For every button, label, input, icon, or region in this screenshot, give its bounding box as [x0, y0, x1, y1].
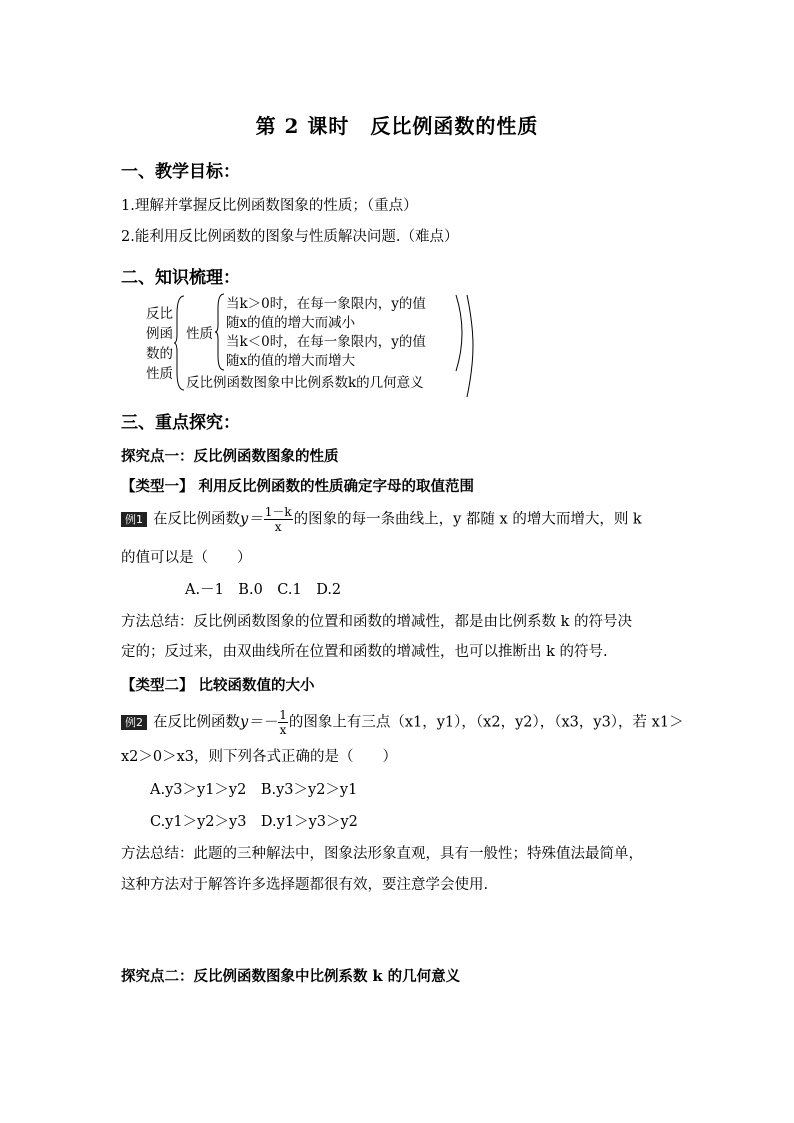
example-2-line-2: x2＞0＞x3，则下列各式正确的是（ ） — [121, 749, 398, 765]
diagram-root-line-1: 反比 — [146, 306, 173, 322]
diagram-root-line-2: 例函 — [146, 326, 173, 342]
inner-right-paren-icon — [454, 294, 464, 372]
method-summary-2-line-2: 这种方法对于解答许多选择题都很有效，要注意学会使用. — [121, 877, 489, 893]
goal-2: 2.能利用反比例函数的图象与性质解决问题.（难点） — [121, 229, 459, 245]
type-2-heading: 【类型二】 比较函数值的大小 — [121, 677, 315, 694]
section-key-exploration: 三、重点探究： — [121, 413, 240, 433]
prop-k-negative-2: 随x的值的增大而增大 — [226, 353, 356, 369]
section-knowledge-review: 二、知识梳理： — [121, 268, 240, 288]
outer-brace-icon — [174, 294, 186, 392]
method-summary-1-line-2: 定的；反过来，由双曲线所在位置和函数的增减性，也可以推断出 k 的符号. — [121, 644, 608, 660]
prop-k-positive-1: 当k＞0时，在每一象限内，y的值 — [226, 296, 426, 312]
goal-1: 1.理解并掌握反比例函数图象的性质；（重点） — [121, 198, 418, 214]
diagram-extra-geometric-meaning: 反比例函数图象中比例系数k的几何意义 — [186, 375, 424, 391]
example-2-badge: 例2 — [121, 715, 147, 730]
example-2-fraction — [278, 708, 288, 737]
outer-right-paren-icon — [465, 294, 475, 398]
diagram-branch-property: 性质 — [186, 326, 213, 342]
example-1-numerator: 1－k — [264, 505, 292, 519]
example-1-line-1 — [121, 505, 642, 534]
prop-k-positive-2: 随x的值的增大而减小 — [226, 315, 356, 331]
example-1-fraction — [264, 505, 293, 534]
example-1-post: 的图象的每一条曲线上，y 都随 x 的增大而增大，则 k — [293, 511, 642, 528]
example-1-options: A.－1 B.0 C.1 D.2 — [185, 582, 342, 598]
diagram-root-line-4: 性质 — [146, 366, 173, 382]
example-1-line-2: 的值可以是（ ） — [121, 550, 252, 566]
section-teaching-goals: 一、教学目标： — [121, 162, 240, 182]
example-2-numerator: 1 — [279, 708, 287, 722]
example-2-line-1 — [121, 708, 684, 737]
inner-brace-icon — [215, 293, 225, 371]
example-2-denominator: x — [279, 723, 287, 737]
example-2-eq: y＝－ — [240, 714, 278, 731]
example-1-badge: 例1 — [121, 512, 147, 527]
example-1-eq: y＝ — [240, 511, 263, 528]
explore-2-title: 探究点二：反比例函数图象中比例系数 k 的几何意义 — [121, 968, 461, 985]
example-2-options-ab: A.y3＞y1＞y2 B.y3＞y2＞y1 — [150, 782, 358, 798]
type-1-heading: 【类型一】 利用反比例函数的性质确定字母的取值范围 — [121, 478, 475, 495]
example-2-post: 的图象上有三点（x1，y1），（x2，y2），（x3，y3），若 x1＞ — [288, 714, 684, 731]
example-2-options-cd: C.y1＞y2＞y3 D.y1＞y3＞y2 — [150, 814, 358, 830]
example-2-pre: 在反比例函数 — [153, 714, 240, 731]
method-summary-1-line-1: 方法总结：反比例函数图象的位置和函数的增减性，都是由比例系数 k 的符号决 — [121, 614, 633, 630]
example-1-denominator: x — [274, 520, 282, 534]
knowledge-diagram — [140, 292, 480, 402]
example-1-pre: 在反比例函数 — [153, 511, 240, 528]
explore-1-title: 探究点一：反比例函数图象的性质 — [121, 448, 339, 465]
diagram-root-line-3: 数的 — [146, 346, 173, 362]
page-title: 第 2 课时 反比例函数的性质 — [255, 114, 539, 138]
prop-k-negative-1: 当k＜0时，在每一象限内，y的值 — [226, 334, 426, 350]
method-summary-2-line-1: 方法总结：此题的三种解法中，图象法形象直观，具有一般性；特殊值法最简单， — [121, 846, 643, 862]
